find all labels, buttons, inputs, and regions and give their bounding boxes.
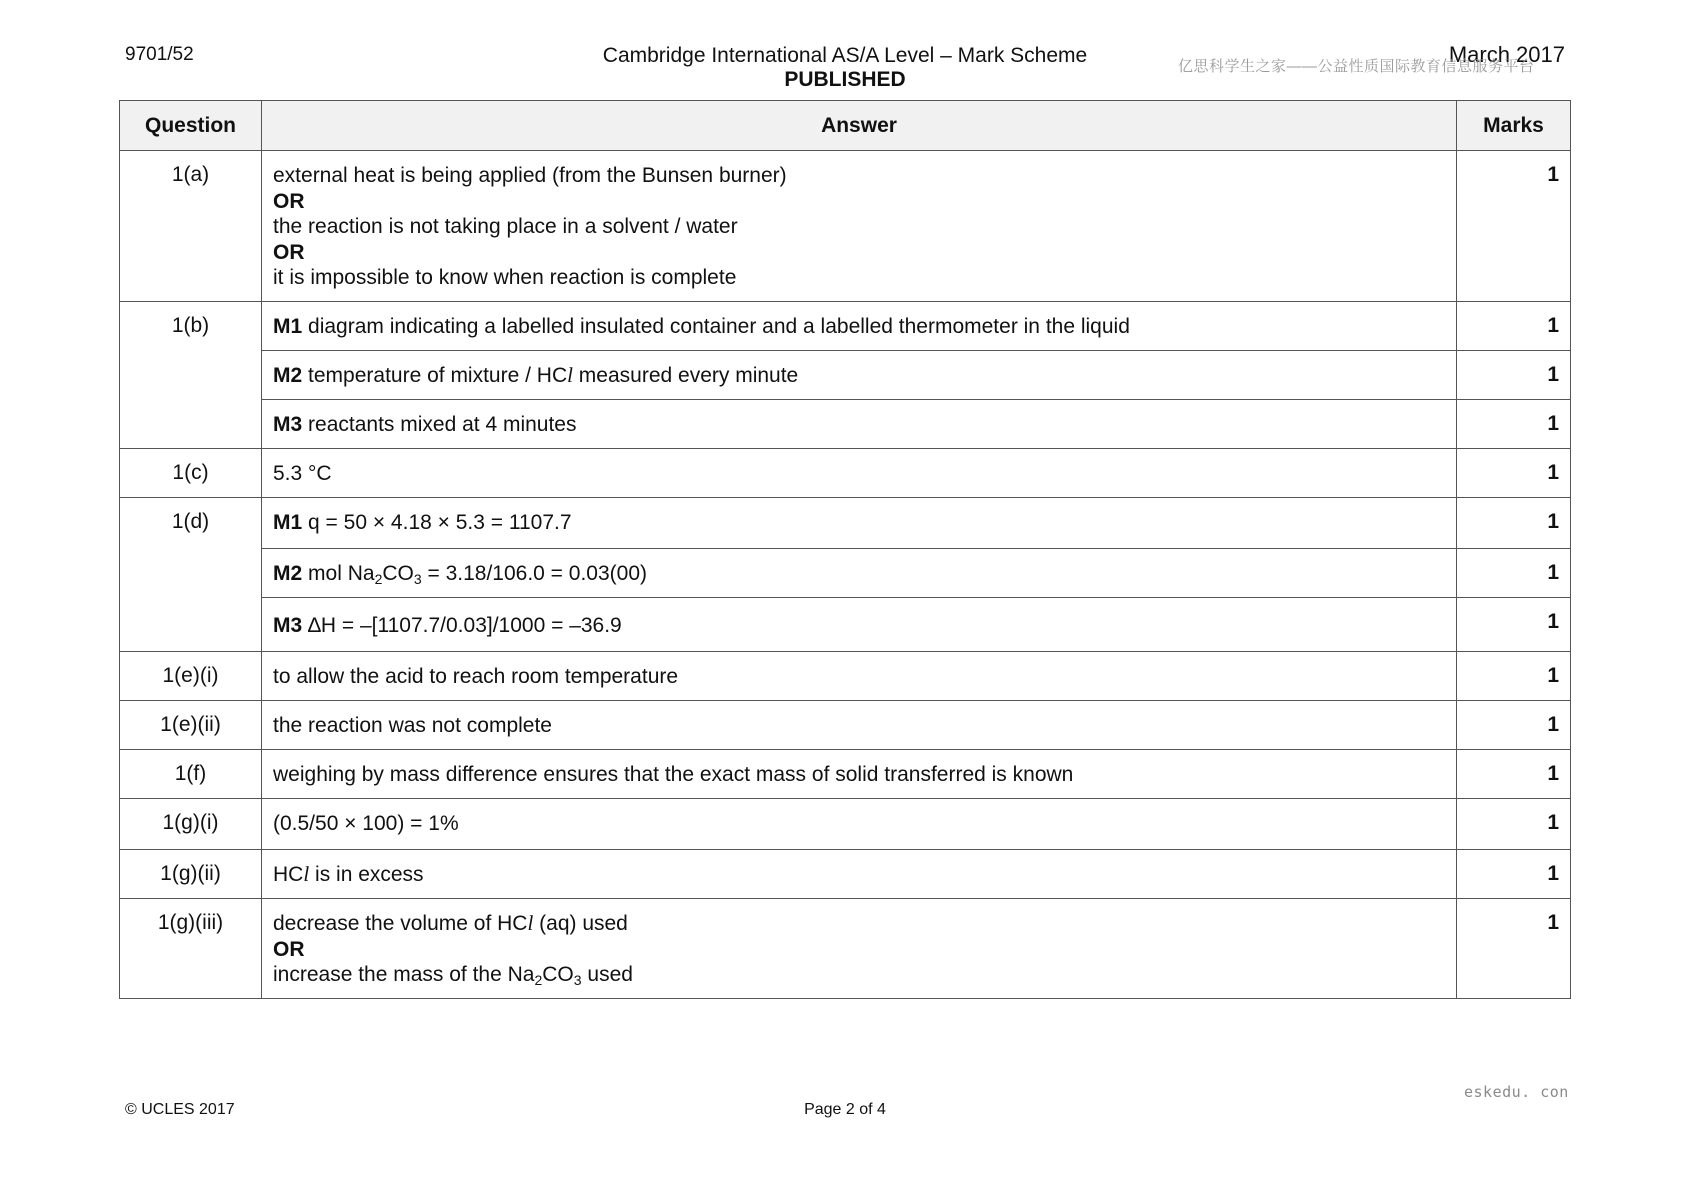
question-cell: 1(a) (120, 151, 262, 302)
header-marks: Marks (1457, 101, 1571, 151)
header-answer: Answer (262, 101, 1457, 151)
marks-cell: 1 (1457, 750, 1571, 799)
table-row (120, 151, 1571, 302)
answer-text: used (581, 963, 633, 986)
subscript: 3 (573, 972, 582, 988)
question-cell: 1(e)(ii) (120, 701, 262, 750)
table-row (120, 498, 1571, 549)
footer-copyright: © UCLES 2017 (125, 1101, 235, 1118)
mark-label: M2 (273, 364, 303, 387)
question-cell: 1(d) (120, 498, 262, 652)
question-cell: 1(f) (120, 750, 262, 799)
or-label: OR (273, 189, 305, 213)
answer-line: it is impossible to know when reaction is complete (273, 266, 737, 289)
mark-label: M3 (273, 614, 303, 637)
table-header-row (120, 101, 1571, 151)
marks-cell: 1 (1457, 799, 1571, 850)
marks-cell: 1 (1457, 850, 1571, 899)
doc-code: 9701/52 (125, 44, 194, 65)
table-row (120, 899, 1571, 999)
answer-cell (262, 351, 1457, 400)
answer-text: = 3.18/106.0 = 0.03(00) (421, 562, 647, 585)
question-cell: 1(g)(iii) (120, 899, 262, 999)
answer-cell: 5.3 °C (262, 449, 1457, 498)
chem-l: l (567, 363, 573, 387)
answer-text: is in excess (309, 863, 424, 886)
answer-cell: (0.5/50 × 100) = 1% (262, 799, 1457, 850)
answer-text: HC (273, 863, 304, 886)
answer-text: decrease the volume of HC (273, 912, 528, 935)
answer-line (273, 962, 1446, 988)
watermark-bottom: eskedu. con (1464, 1083, 1569, 1101)
doc-title: Cambridge International AS/A Level – Mark Scheme (602, 44, 1088, 67)
subscript: 3 (413, 571, 422, 587)
table-row (120, 549, 1571, 598)
marks-cell: 1 (1457, 400, 1571, 449)
marks-cell: 1 (1457, 302, 1571, 351)
marks-cell: 1 (1457, 652, 1571, 701)
answer-cell (262, 899, 1457, 999)
marks-cell: 1 (1457, 549, 1571, 598)
mark-scheme-table (119, 100, 1571, 999)
table-row (120, 799, 1571, 850)
watermark-top: 亿思科学生之家——公益性质国际教育信息服务平台 (1178, 58, 1535, 75)
mark-label: M1 (273, 511, 303, 534)
answer-cell (262, 302, 1457, 351)
answer-text: CO (382, 562, 414, 585)
marks-cell: 1 (1457, 498, 1571, 549)
answer-cell: weighing by mass difference ensures that the exact mass of solid transferred is known (262, 750, 1457, 799)
doc-subtitle: PUBLISHED (784, 68, 906, 91)
answer-text: reactants mixed at 4 minutes (308, 413, 577, 436)
answer-text: increase the mass of the Na (273, 963, 535, 986)
answer-text: ∆H = –[1107.7/0.03]/1000 = –36.9 (308, 614, 622, 637)
answer-line (273, 911, 1446, 937)
answer-text: (aq) used (533, 912, 628, 935)
table-row (120, 850, 1571, 899)
mark-label: M2 (273, 562, 303, 585)
footer-page-number: Page 2 of 4 (804, 1101, 886, 1118)
answer-cell (262, 598, 1457, 652)
answer-cell: the reaction was not complete (262, 701, 1457, 750)
marks-cell: 1 (1457, 449, 1571, 498)
marks-cell: 1 (1457, 899, 1571, 999)
chem-l: l (527, 911, 534, 935)
mark-label: M3 (273, 413, 303, 436)
answer-text: q = 50 × 4.18 × 5.3 = 1107.7 (308, 511, 572, 534)
answer-text: temperature of mixture / HC (308, 364, 568, 387)
answer-cell (262, 498, 1457, 549)
table-row (120, 750, 1571, 799)
chem-l: l (303, 862, 310, 886)
table-row (120, 701, 1571, 750)
question-cell: 1(b) (120, 302, 262, 449)
marks-cell: 1 (1457, 598, 1571, 652)
answer-cell (262, 549, 1457, 598)
answer-cell (262, 400, 1457, 449)
table-row (120, 652, 1571, 701)
or-label: OR (273, 240, 305, 264)
header-question: Question (120, 101, 262, 151)
answer-text: measured every minute (572, 364, 799, 387)
question-cell: 1(g)(ii) (120, 850, 262, 899)
mark-label: M1 (273, 315, 303, 338)
table-row (120, 351, 1571, 400)
or-label: OR (273, 937, 305, 961)
table-row (120, 598, 1571, 652)
answer-text: diagram indicating a labelled insulated container and a labelled thermometer in the liquid (308, 315, 1130, 338)
table-row (120, 302, 1571, 351)
answer-text: CO (542, 963, 574, 986)
marks-cell: 1 (1457, 351, 1571, 400)
answer-cell: to allow the acid to reach room temperature (262, 652, 1457, 701)
table-row (120, 449, 1571, 498)
answer-line: external heat is being applied (from the Bunsen burner) (273, 164, 787, 187)
doc-date: March 2017 (1448, 42, 1565, 67)
answer-text: mol Na (308, 562, 375, 585)
question-cell: 1(c) (120, 449, 262, 498)
subscript: 2 (534, 972, 543, 988)
table-row (120, 400, 1571, 449)
marks-cell: 1 (1457, 151, 1571, 302)
subscript: 2 (374, 571, 383, 587)
answer-cell (262, 850, 1457, 899)
answer-line: the reaction is not taking place in a solvent / water (273, 215, 738, 238)
question-cell: 1(e)(i) (120, 652, 262, 701)
question-cell: 1(g)(i) (120, 799, 262, 850)
marks-cell: 1 (1457, 701, 1571, 750)
answer-cell (262, 151, 1457, 302)
